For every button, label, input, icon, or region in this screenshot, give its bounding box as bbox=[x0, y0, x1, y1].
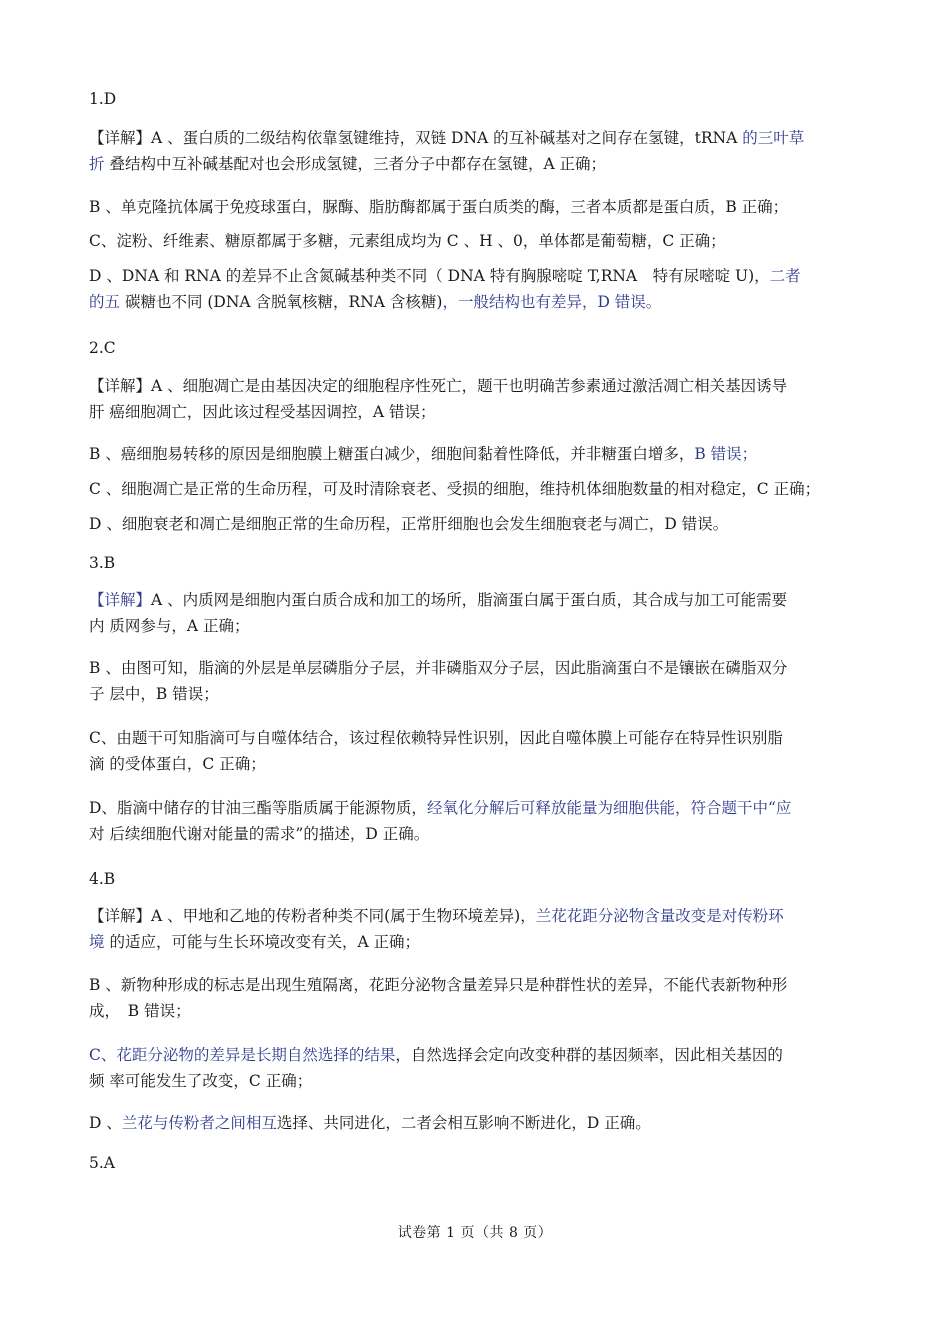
text-run: ，自然选择会定向改变种群的基因频率，因此相关基因的 bbox=[395, 1046, 783, 1064]
explanation-b bbox=[89, 655, 859, 707]
text-run: 子 层中，B 错误； bbox=[89, 685, 219, 703]
question-number: 4.B bbox=[89, 870, 116, 888]
highlighted-text: 兰花花距分泌物含量改变是对传粉环 bbox=[535, 907, 784, 925]
highlighted-text: B 错误； bbox=[694, 445, 758, 463]
text-run: C、由题干可知脂滴可与自噬体结合，该过程依赖特异性识别，因此自噬体膜上可能存在特异性识别脂 bbox=[89, 729, 783, 747]
highlighted-text: 二者 bbox=[769, 267, 801, 285]
text-run: B 、新物种形成的标志是出现生殖隔离，花距分泌物含量差异只是种群性状的差异，不能代表新物种形 bbox=[89, 976, 788, 994]
text-run: 成， B 错误； bbox=[89, 1002, 191, 1020]
explanation-d bbox=[89, 1110, 859, 1136]
explanation-c bbox=[89, 725, 859, 777]
highlighted-text: 的三叶草 bbox=[742, 129, 805, 147]
text-run: 叠结构中互补碱基配对也会形成氢键，三者分子中都存在氢键，A 正确； bbox=[109, 155, 607, 173]
explanation-a bbox=[89, 587, 859, 639]
question-number: 2.C bbox=[89, 339, 116, 357]
text-run: 选择、共同进化，二者会相互影响不断进化，D 正确。 bbox=[276, 1114, 651, 1132]
explanation-d bbox=[89, 795, 859, 847]
text-run: 【详解】A 、蛋白质的二级结构依靠氢键维持，双链 DNA 的互补碱基对之间存在氢键，tRNA bbox=[89, 129, 743, 147]
text-run: 【详解】A 、细胞凋亡是由基因决定的细胞程序性死亡，题干也明确苦参素通过激活凋亡相关基因诱导 bbox=[89, 377, 788, 395]
explanation-d bbox=[89, 263, 859, 315]
highlighted-text: 经氧化分解后可释放能量为细胞供能，符合题干中“应 bbox=[426, 799, 792, 817]
text-run: A 、内质网是细胞内蛋白质合成和加工的场所，脂滴蛋白属于蛋白质，其合成与加工可能需要 bbox=[151, 591, 788, 609]
text-run: D、脂滴中储存的甘油三酯等脂质属于能源物质， bbox=[89, 799, 427, 817]
explanation-c: C 、细胞凋亡是正常的生命历程，可及时清除衰老、受损的细胞，维持机体细胞数量的相对稳定，C 正确； bbox=[89, 480, 821, 498]
highlighted-text: 境 bbox=[89, 933, 110, 951]
highlighted-text: 【详解】 bbox=[89, 591, 152, 609]
highlighted-text: 折 bbox=[89, 155, 110, 173]
highlighted-text: ，一般结构也有差异，D 错误。 bbox=[442, 293, 662, 311]
text-run: 肝 癌细胞凋亡，因此该过程受基因调控，A 错误； bbox=[89, 403, 436, 421]
explanation-b bbox=[89, 972, 859, 1024]
explanation-b bbox=[89, 441, 859, 467]
text-run: 内 质网参与，A 正确； bbox=[89, 617, 250, 635]
explanation-c bbox=[89, 1042, 859, 1094]
text-run: B 、由图可知，脂滴的外层是单层磷脂分子层，并非磷脂双分子层，因此脂滴蛋白不是镶嵌在磷脂双分 bbox=[89, 659, 788, 677]
explanation-a bbox=[89, 373, 859, 425]
explanation-a bbox=[89, 903, 859, 955]
text-run: 对 后续细胞代谢对能量的需求”的描述，D 正确。 bbox=[89, 825, 430, 843]
question-number: 5.A bbox=[89, 1154, 115, 1172]
highlighted-text: 兰花与传粉者之间相互 bbox=[121, 1114, 277, 1132]
text-run: 频 率可能发生了改变，C 正确； bbox=[89, 1072, 313, 1090]
question-number: 3.B bbox=[89, 554, 116, 572]
text-run: 碳糖也不同 (DNA 含脱氧核糖，RNA 含核糖) bbox=[124, 293, 443, 311]
highlighted-text: 的五 bbox=[89, 293, 125, 311]
explanation-a bbox=[89, 125, 859, 177]
highlighted-text: C、花距分泌物的差异是长期自然选择的结果 bbox=[89, 1046, 396, 1064]
explanation-c: C、淀粉、纤维素、糖原都属于多糖，元素组成均为 C 、H 、0，单体都是葡萄糖，C 正确； bbox=[89, 232, 726, 250]
page-footer: 试卷第 1 页（共 8 页） bbox=[397, 1225, 553, 1241]
explanation-d: D 、细胞衰老和凋亡是细胞正常的生命历程，正常肝细胞也会发生细胞衰老与凋亡，D 错误。 bbox=[89, 515, 729, 533]
text-run: D 、DNA 和 RNA 的差异不止含氮碱基种类不同（ DNA 特有胸腺嘧啶 T,RNA 特有尿嘧啶 U)， bbox=[89, 267, 770, 285]
text-run: 的适应，可能与生长环境改变有关，A 正确； bbox=[109, 933, 421, 951]
text-run: 【详解】A 、甲地和乙地的传粉者种类不同(属于生物环境差异)， bbox=[89, 907, 536, 925]
text-run: D 、 bbox=[89, 1114, 122, 1132]
text-run: 滴 的受体蛋白，C 正确； bbox=[89, 755, 266, 773]
text-run: B 、癌细胞易转移的原因是细胞膜上糖蛋白减少，细胞间黏着性降低，并非糖蛋白增多， bbox=[89, 445, 695, 463]
question-number: 1.D bbox=[89, 90, 117, 108]
explanation-b: B 、单克隆抗体属于免疫球蛋白，脲酶、脂肪酶都属于蛋白质类的酶，三者本质都是蛋白质，B 正确； bbox=[89, 198, 789, 216]
